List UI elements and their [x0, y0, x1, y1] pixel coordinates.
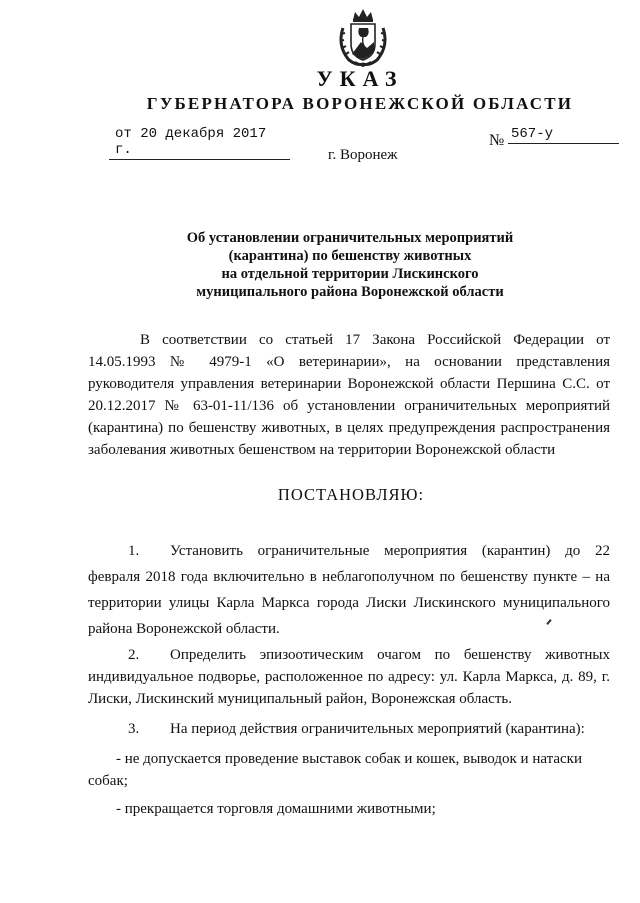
item-text: На период действия ограничительных мероприятий (карантина): [170, 721, 585, 737]
document-title [120, 229, 580, 301]
number-label: № [489, 132, 505, 149]
issuer-heading: ГУБЕРНАТОРА ВОРОНЕЖСКОЙ ОБЛАСТИ [146, 94, 574, 113]
document-number: 567-у [508, 126, 619, 144]
document-type-heading: УКАЗ [316, 66, 404, 91]
item-number: 1. [128, 543, 140, 559]
decree-word: ПОСТАНОВЛЯЮ: [277, 485, 425, 504]
preamble-paragraph [88, 329, 610, 461]
title-line: (карантина) по бешенству животных [228, 248, 472, 264]
coat-of-arms-emblem [333, 6, 393, 68]
item-text: Установить ограничительные мероприятия (карантин) до 22 февраля 2018 года включительно в неблагополучном по бешенству пункте – на территории улицы Карла Маркса города Лиски Лискинского муниципального района Воронежской области. [88, 543, 610, 637]
decree-item-3 [88, 716, 610, 742]
title-line: Об установлении ограничительных мероприятий [186, 230, 514, 246]
item-number: 2. [128, 647, 140, 663]
preamble-text: В соответствии со статьей 17 Закона Российской Федерации от 14.05.1993 № 4979-1 «О ветеринарии», на основании представления руководителя управления ветеринарии Воронежской области Першина С.С. от 20.12.2017 № 63-01-11/136 об установлении ограничительных мероприятий (карантина) по бешенству животных, в целях предупреждения распространения заболевания животных бешенством на территории Воронежской области [88, 332, 610, 458]
decree-item-1 [88, 538, 610, 642]
issue-city: г. Воронеж [328, 147, 398, 163]
issue-date: от 20 декабря 2017 г. [109, 126, 290, 160]
item-number: 3. [128, 721, 140, 737]
title-line: на отдельной территории Лискинского [221, 266, 479, 282]
decree-item-2 [88, 644, 610, 710]
subitem: - прекращается торговля домашними животными; [116, 801, 436, 817]
item-text: Определить эпизоотическим очагом по бешенству животных индивидуальное подворье, расположенное по адресу: ул. Карла Маркса, д. 89, г. Лиски, Лискинский муниципальный район, Воронежская область. [88, 647, 610, 707]
subitem: - не допускается проведение выставок собак и кошек, выводок и натаски собак; [88, 751, 582, 789]
title-line: муниципального района Воронежской области [196, 284, 504, 300]
